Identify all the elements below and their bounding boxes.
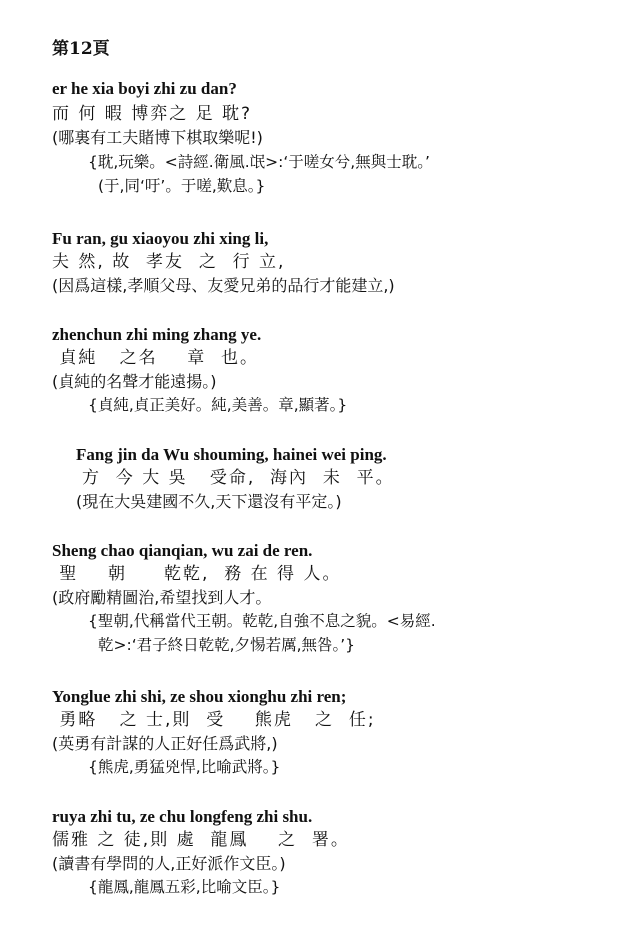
page-title: 第12頁 xyxy=(52,39,110,59)
stanza-1-pinyin: er he xia boyi zhi zu dan? xyxy=(52,79,237,98)
stanza-3-pinyin: zhenchun zhi ming zhang ye. xyxy=(52,325,262,344)
stanza-5-hanzi: 聖 朝 乾乾, 務 在 得 人。 xyxy=(52,564,342,584)
stanza-5-note-1: {聖朝,代稱當代王朝。乾乾,自強不息之貌。<易經. xyxy=(88,612,436,630)
stanza-7-note-1: {龍鳳,龍鳳五彩,比喻文臣。} xyxy=(88,878,281,896)
stanza-1-note-2: (于,同‘吁’。于嗟,歎息。} xyxy=(98,177,266,195)
stanza-4-translation: (現在大吳建國不久,天下還沒有平定。) xyxy=(76,492,342,511)
stanza-3-translation: (貞純的名聲才能遠揚。) xyxy=(52,372,217,391)
stanza-6-note-1: {熊虎,勇猛兇悍,比喻武將。} xyxy=(88,758,281,776)
stanza-2-hanzi: 夫 然, 故 孝友 之 行 立, xyxy=(52,252,286,272)
stanza-7-hanzi: 儒雅 之 徒,則 處 龍鳳 之 署。 xyxy=(52,830,350,850)
stanza-3-note-1: {貞純,貞正美好。純,美善。章,顯著。} xyxy=(88,396,348,414)
stanza-1-hanzi: 而 何 暇 博弈之 足 耽? xyxy=(52,104,253,124)
stanza-1-translation: (哪裏有工夫賭博下棋取樂呢!) xyxy=(52,128,263,147)
stanza-6-pinyin: Yonglue zhi shi, ze shou xionghu zhi ren; xyxy=(52,687,347,706)
stanza-7-pinyin: ruya zhi tu, ze chu longfeng zhi shu. xyxy=(52,807,313,826)
stanza-4-hanzi: 方 今 大 吳 受命, 海內 未 平。 xyxy=(82,468,395,488)
stanza-6-hanzi: 勇略 之 士,則 受 熊虎 之 任; xyxy=(52,710,376,730)
stanza-5-translation: (政府勵精圖治,希望找到人才。 xyxy=(52,588,272,607)
stanza-2-translation: (因爲這樣,孝順父母、友愛兄弟的品行才能建立,) xyxy=(52,276,395,295)
stanza-3-hanzi: 貞純 之名 章 也。 xyxy=(52,348,260,368)
stanza-4-pinyin: Fang jin da Wu shouming, hainei wei ping. xyxy=(76,445,387,464)
stanza-7-translation: (讀書有學問的人,正好派作文臣。) xyxy=(52,854,286,873)
stanza-6-translation: (英勇有計謀的人正好任爲武將,) xyxy=(52,734,278,753)
stanza-1-note-1: {耽,玩樂。<詩經.衛風.氓>:‘于嗟女兮,無與士耽。’ xyxy=(88,153,430,171)
stanza-2-pinyin: Fu ran, gu xiaoyou zhi xing li, xyxy=(52,229,269,248)
stanza-5-note-2: 乾>:‘君子終日乾乾,夕惕若厲,無咎。’} xyxy=(98,636,356,654)
stanza-5-pinyin: Sheng chao qianqian, wu zai de ren. xyxy=(52,541,313,560)
